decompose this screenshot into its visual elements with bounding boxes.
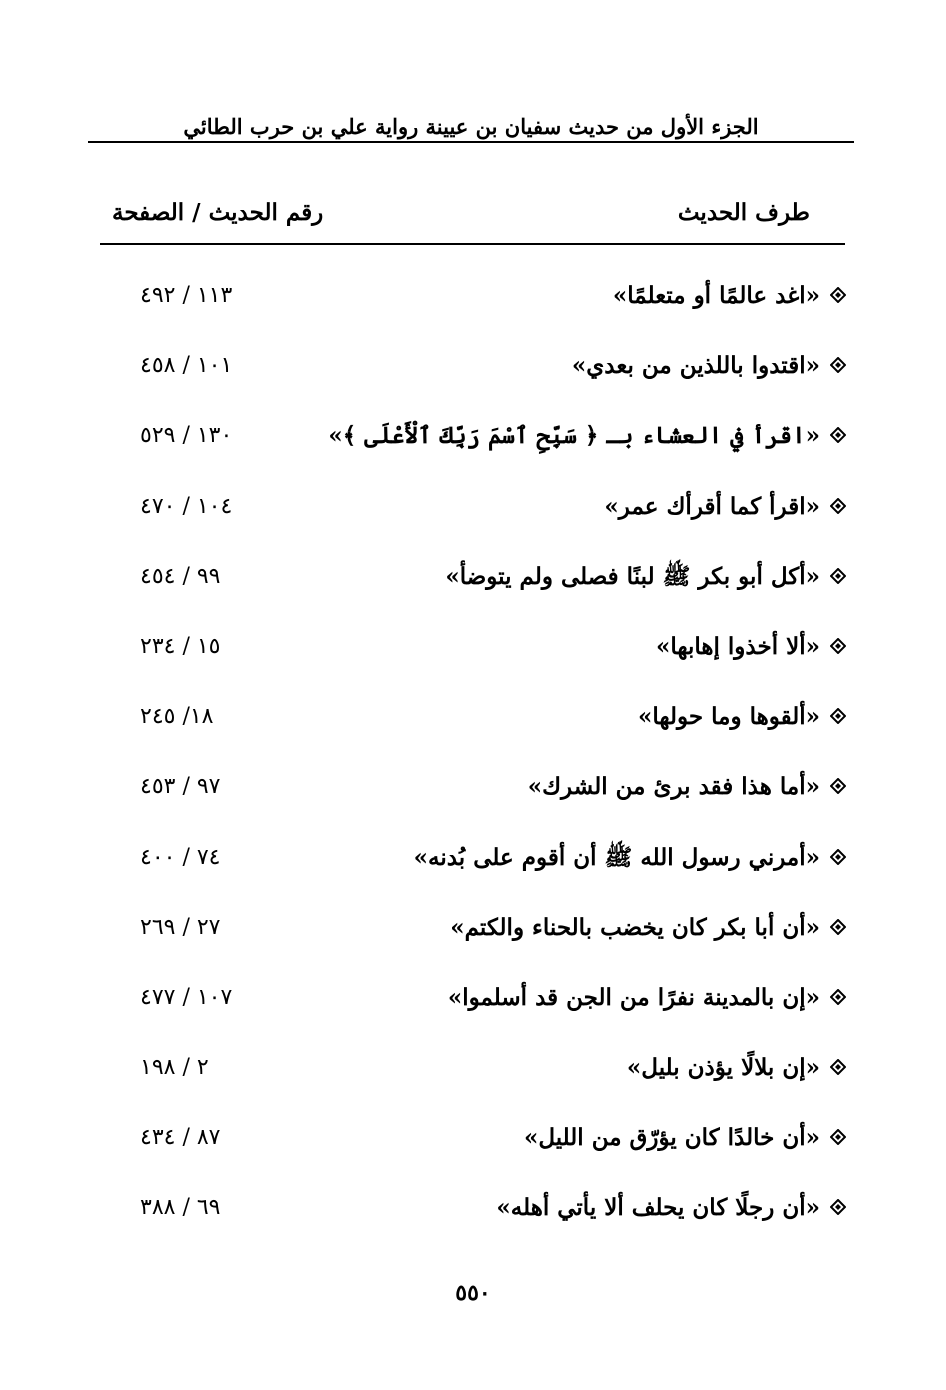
hadith-reference: ٨٧ / ٤٣٤ <box>140 1125 221 1151</box>
hadith-text: «إن بالمدينة نفرًا من الجن قد أسلموا» <box>447 983 820 1011</box>
diamond-bullet-icon <box>830 427 846 443</box>
diamond-bullet-icon <box>830 1199 846 1215</box>
diamond-bullet-icon <box>830 287 846 303</box>
column-header-reference: رقم الحديث / الصفحة <box>112 199 324 226</box>
index-entry <box>0 613 946 683</box>
hadith-reference: ٩٧ / ٤٥٣ <box>140 774 221 800</box>
diamond-bullet-icon <box>830 919 846 935</box>
hadith-reference: ١٥ / ٢٣٤ <box>140 633 221 659</box>
index-entry <box>0 683 946 753</box>
hadith-text: «ألا أخذوا إهابها» <box>656 632 820 660</box>
index-list <box>0 262 946 1245</box>
index-entry <box>0 1034 946 1104</box>
diamond-bullet-icon <box>830 708 846 724</box>
hadith-reference: ٧٤ / ٤٠٠ <box>140 844 221 870</box>
index-entry <box>0 964 946 1034</box>
hadith-text: «أن رجلًا كان يحلف ألا يأتي أهله» <box>496 1194 820 1222</box>
hadith-text: «اقرأ في العشاء بـ ﴿ سَبِّحِ ٱسْمَ رَبِّكَ ٱلْأَعْلَى ﴾» <box>328 422 820 450</box>
diamond-bullet-icon <box>830 989 846 1005</box>
hadith-text: «أمرني رسول الله ﷺ أن أقوم على بُدنه» <box>413 843 820 871</box>
running-header: الجزء الأول من حديث سفيان بن عيينة رواية علي بن حرب الطائي <box>183 114 759 139</box>
diamond-bullet-icon <box>830 849 846 865</box>
index-entry <box>0 1174 946 1244</box>
hadith-text: «أن خالدًا كان يؤرّق من الليل» <box>523 1124 820 1152</box>
hadith-text: «اقرأ كما أقرأك عمر» <box>604 492 820 520</box>
table-header-divider <box>100 243 845 245</box>
diamond-bullet-icon <box>830 638 846 654</box>
column-header-hadith: طرف الحديث <box>677 199 810 226</box>
index-entry <box>0 402 946 472</box>
diamond-bullet-icon <box>830 498 846 514</box>
hadith-text: «أكل أبو بكر ﷺ لبنًا فصلى ولم يتوضأ» <box>445 562 820 590</box>
hadith-reference: ١٣٠ / ٥٢٩ <box>140 423 233 449</box>
hadith-text: «إن بلالًا يؤذن بليل» <box>626 1054 820 1082</box>
hadith-reference: ٢٧ / ٢٦٩ <box>140 914 221 940</box>
diamond-bullet-icon <box>830 778 846 794</box>
hadith-reference: ١٠٧ / ٤٧٧ <box>140 984 233 1010</box>
index-entry <box>0 894 946 964</box>
index-entry <box>0 262 946 332</box>
hadith-reference: ١٠٤ / ٤٧٠ <box>140 493 233 519</box>
index-entry <box>0 753 946 823</box>
diamond-bullet-icon <box>830 568 846 584</box>
index-entry <box>0 543 946 613</box>
hadith-reference: ١٨/ ٢٤٥ <box>140 704 214 730</box>
index-entry <box>0 824 946 894</box>
index-entry <box>0 1104 946 1174</box>
hadith-text: «أما هذا فقد برئ من الشرك» <box>527 773 820 801</box>
header-divider <box>88 141 854 143</box>
hadith-text: «اغد عالمًا أو متعلمًا» <box>612 282 820 309</box>
hadith-reference: ٩٩ / ٤٥٤ <box>140 563 221 589</box>
hadith-text: «ألقوها وما حولها» <box>638 703 820 731</box>
hadith-text: «اقتدوا باللذين من بعدي» <box>571 352 820 380</box>
page-number: ٥٥٠ <box>455 1280 491 1306</box>
hadith-reference: ٢ / ١٩٨ <box>140 1055 209 1081</box>
index-entry <box>0 473 946 543</box>
index-entry <box>0 332 946 402</box>
diamond-bullet-icon <box>830 1059 846 1075</box>
hadith-text: «أن أبا بكر كان يخضب بالحناء والكتم» <box>450 913 820 941</box>
hadith-reference: ١١٣ / ٤٩٢ <box>140 283 233 308</box>
diamond-bullet-icon <box>830 1129 846 1145</box>
hadith-reference: ١٠١ / ٤٥٨ <box>140 353 233 379</box>
diamond-bullet-icon <box>830 357 846 373</box>
hadith-reference: ٦٩ / ٣٨٨ <box>140 1195 221 1221</box>
